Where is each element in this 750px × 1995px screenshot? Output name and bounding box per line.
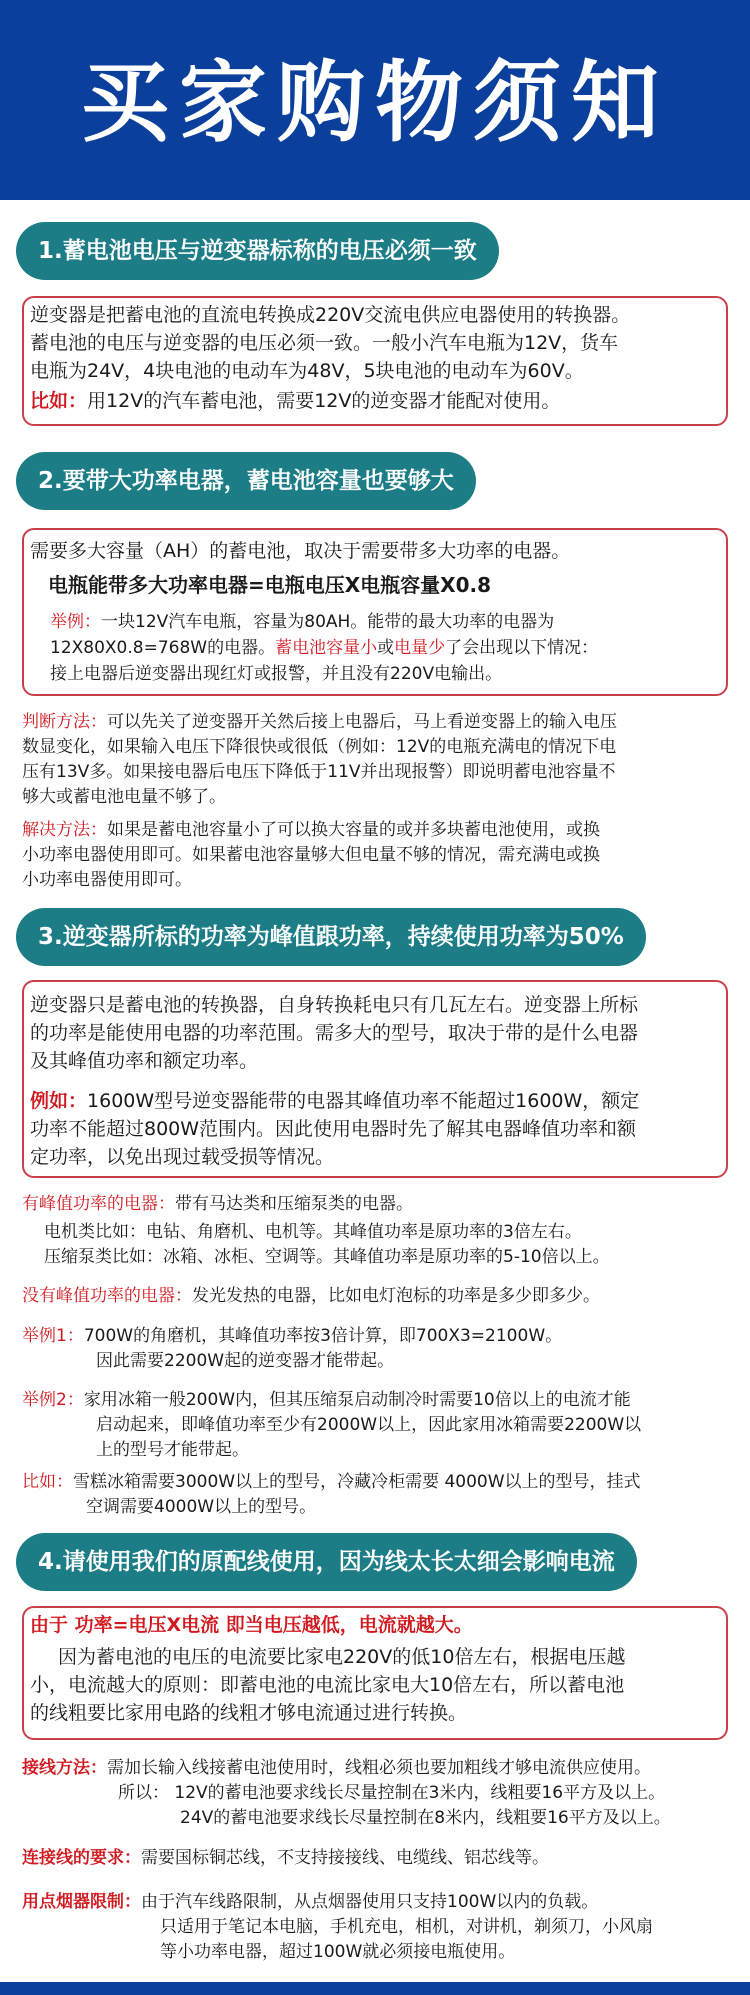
ex3-label: 比如： xyxy=(22,1472,73,1492)
solve-line: 小功率电器使用即可。如果蓄电池容量够大但电量不够的情况，需充满电或换 xyxy=(22,845,600,865)
section-3-example-line: 定功率，以免出现过载受损等情况。 xyxy=(30,1146,335,1168)
example-2: 举例2：家用冰箱一般200W内，但其压缩泵启动制冷时需要10倍以上的电流才能 xyxy=(22,1390,631,1410)
wiring-line: 24V的蓄电池要求线长尽量控制在8米内，线粗要16平方及以上。 xyxy=(180,1808,671,1828)
wiring-method: 接线方法：需加长输入线接蓄电池使用时，线粗必须也要加粗线才够电流供应使用。 xyxy=(22,1758,651,1778)
section-3-example-line: 功率不能超过800W范围内。因此使用电器时先了解其电器峰值功率和额 xyxy=(30,1118,637,1140)
cigarette-lighter-limit: 用点烟器限制：由于汽车线路限制，从点烟器使用只支持100W以内的负载。 xyxy=(22,1892,599,1912)
example-text: 用12V的汽车蓄电池，需要12V的逆变器才能配对使用。 xyxy=(87,390,561,412)
judge-method: 判断方法：可以先关了逆变器开关然后接上电器后，马上看逆变器上的输入电压 xyxy=(22,712,617,732)
wiring-line: 所以： 12V的蓄电池要求线长尽量控制在3米内，线粗要16平方及以上。 xyxy=(118,1783,666,1803)
section-1-line: 蓄电池的电压与逆变器的电压必须一致。一般小汽车电瓶为12V，货车 xyxy=(30,332,619,354)
section-4-formula: 由于 功率=电压X电流 即当电压越低，电流就越大。 xyxy=(30,1614,473,1636)
example-label: 举例： xyxy=(50,612,101,632)
ex1-label: 举例1： xyxy=(22,1326,84,1346)
section-1-line: 逆变器是把蓄电池的直流电转换成220V交流电供应电器使用的转换器。 xyxy=(30,304,631,326)
example-3: 比如：雪糕冰箱需要3000W以上的型号，冷藏冷柜需要 4000W以上的型号，挂式 xyxy=(22,1472,641,1492)
wiring-label: 接线方法： xyxy=(22,1758,107,1778)
example-2-line: 上的型号才能带起。 xyxy=(96,1440,249,1460)
section-3-line: 的功率是能使用电器的功率范围。需多大的型号，取决于带的是什么电器 xyxy=(30,1022,639,1044)
section-3-title: 3.逆变器所标的功率为峰值跟功率，持续使用功率为50% xyxy=(16,908,646,966)
nopeak-label: 没有峰值功率的电器： xyxy=(22,1286,192,1306)
section-3-line: 及其峰值功率和额定功率。 xyxy=(30,1050,259,1072)
red-highlight: 蓄电池容量小 xyxy=(275,638,378,658)
solve-method: 解决方法：如果是蓄电池容量小了可以换大容量的或并多块蓄电池使用，或换 xyxy=(22,820,600,840)
judge-line: 够大或蓄电池电量不够了。 xyxy=(22,787,226,807)
red-highlight: 电量少 xyxy=(394,638,446,658)
judge-line: 压有13V多。如果接电器后电压下降低于11V并出现报警）即说明蓄电池容量不 xyxy=(22,762,616,782)
no-peak-power-devices: 没有峰值功率的电器：发光发热的电器，比如电灯泡标的功率是多少即多少。 xyxy=(22,1286,600,1306)
section-3-line: 逆变器只是蓄电池的转换器，自身转换耗电只有几瓦左右。逆变器上所标 xyxy=(30,994,639,1016)
peak-power-devices: 有峰值功率的电器：带有马达类和压缩泵类的电器。 xyxy=(22,1194,413,1214)
judge-line: 数显变化，如果输入电压下降很快或很低（例如：12V的电瓶充满电的情况下电 xyxy=(22,737,617,757)
footer-bar xyxy=(0,1982,750,1995)
section-4-line: 小，电流越大的原则：即蓄电池的电流比家电大10倍左右，所以蓄电池 xyxy=(30,1674,625,1696)
cig-line: 等小功率电器，超过100W就必须接电瓶使用。 xyxy=(160,1942,516,1962)
section-2-title: 2.要带大功率电器，蓄电池容量也要够大 xyxy=(16,452,476,510)
section-2-example-line: 接上电器后逆变器出现红灯或报警，并且没有220V电输出。 xyxy=(50,664,503,684)
section-4-title: 4.请使用我们的原配线使用，因为线太长太细会影响电流 xyxy=(16,1533,637,1591)
section-2-formula: 电瓶能带多大功率电器=电瓶电压X电瓶容量X0.8 xyxy=(48,573,492,597)
section-2-example-line: 12X80X0.8=768W的电器。蓄电池容量小或电量少了会出现以下情况： xyxy=(50,638,599,658)
page-title: 买家购物须知 xyxy=(80,51,669,154)
connection-requirements: 连接线的要求：需要国标铜芯线，不支持接接线、电缆线、铝芯线等。 xyxy=(22,1848,549,1868)
ex2-label: 举例2： xyxy=(22,1390,84,1410)
example-2-line: 启动起来，即峰值功率至少有2000W以上，因此家用冰箱需要2200W以 xyxy=(96,1415,642,1435)
section-1-line: 电瓶为24V，4块电池的电动车为48V，5块电池的电动车为60V。 xyxy=(30,360,584,382)
cig-line: 只适用于笔记本电脑，手机充电，相机，对讲机，剃须刀，小风扇 xyxy=(160,1917,653,1937)
peak-label: 有峰值功率的电器： xyxy=(22,1194,175,1214)
section-4-line: 因为蓄电池的电压的电流要比家电220V的低10倍左右，根据电压越 xyxy=(58,1646,626,1668)
header-banner xyxy=(0,0,750,200)
section-1-example xyxy=(30,388,560,415)
section-2-example: 举例：一块12V汽车电瓶，容量为80AH。能带的最大功率的电器为 xyxy=(50,612,555,632)
peak-line: 电机类比如：电钻、角磨机、电机等。其峰值功率是原功率的3倍左右。 xyxy=(44,1222,582,1242)
example-1: 举例1：700W的角磨机，其峰值功率按3倍计算，即700X3=2100W。 xyxy=(22,1326,563,1346)
peak-line: 压缩泵类比如：冰箱、冰柜、空调等。其峰值功率是原功率的5-10倍以上。 xyxy=(44,1247,610,1267)
judge-label: 判断方法： xyxy=(22,712,107,732)
example-label: 例如： xyxy=(30,1090,88,1112)
example-3-line: 空调需要4000W以上的型号。 xyxy=(86,1497,317,1517)
solve-line: 小功率电器使用即可。 xyxy=(22,870,192,890)
conn-label: 连接线的要求： xyxy=(22,1848,141,1868)
example-1-line: 因此需要2200W起的逆变器才能带起。 xyxy=(96,1351,395,1371)
solve-label: 解决方法： xyxy=(22,820,107,840)
example-label: 比如： xyxy=(30,390,88,412)
section-4-line: 的线粗要比家用电路的线粗才够电流通过进行转换。 xyxy=(30,1702,468,1724)
cig-label: 用点烟器限制： xyxy=(22,1892,141,1912)
section-2-intro: 需要多大容量（AH）的蓄电池，取决于需要带多大功率的电器。 xyxy=(30,540,571,562)
section-3-example: 例如：1600W型号逆变器能带的电器其峰值功率不能超过1600W，额定 xyxy=(30,1090,640,1112)
section-1-title: 1.蓄电池电压与逆变器标称的电压必须一致 xyxy=(16,222,499,280)
